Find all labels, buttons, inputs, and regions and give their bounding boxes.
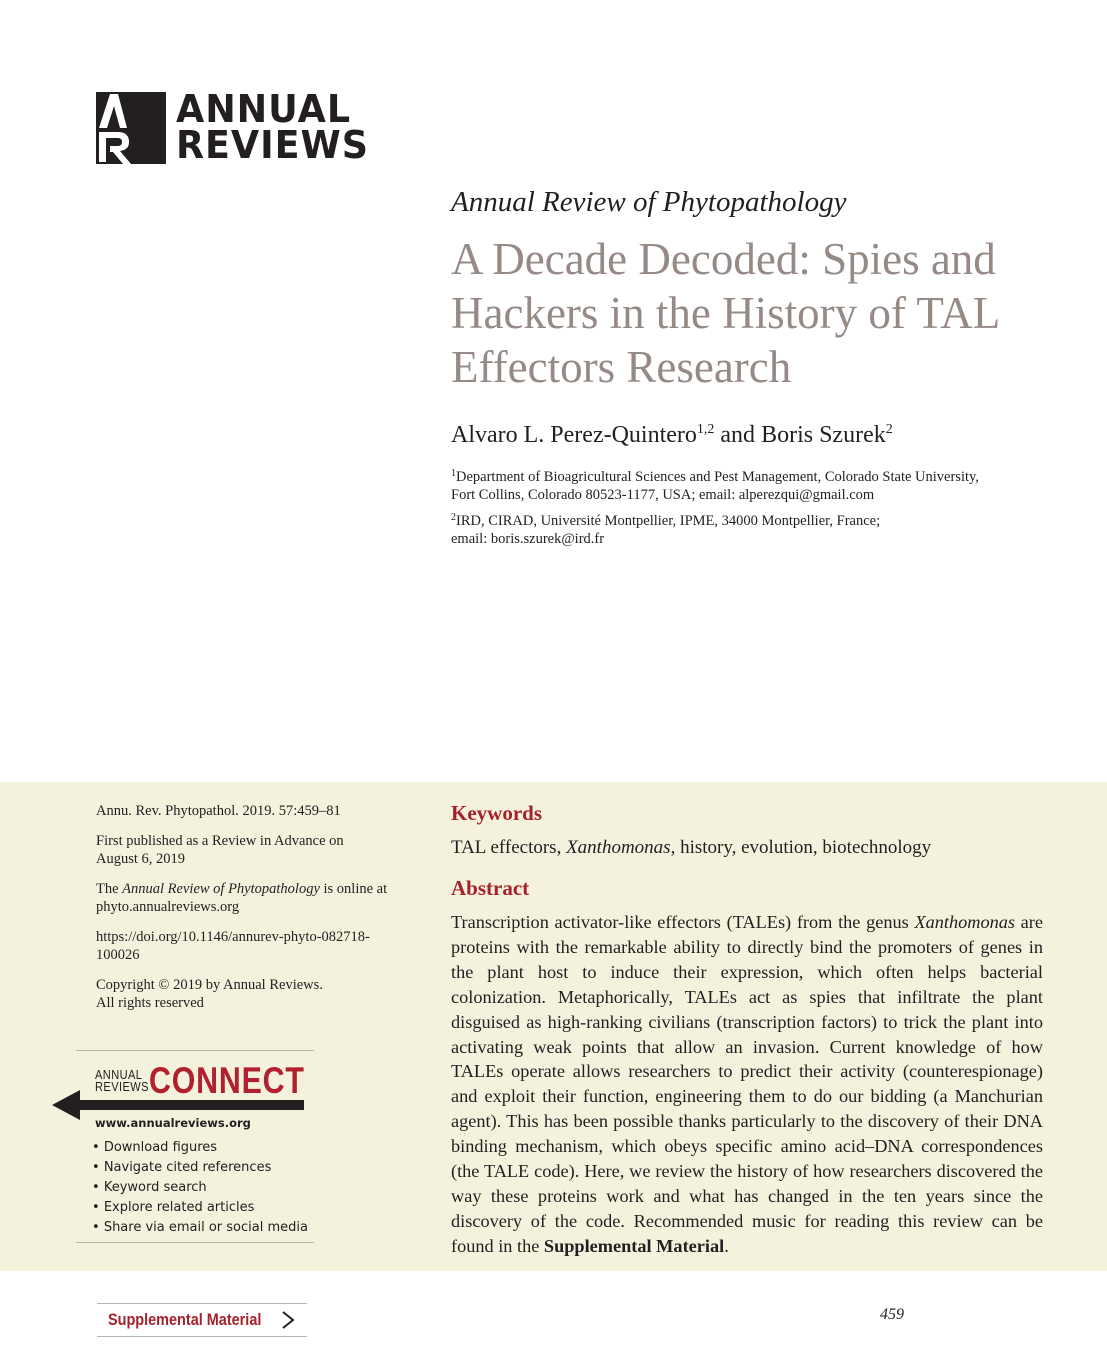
connect-url-link[interactable]: www.annualreviews.org — [95, 1116, 251, 1130]
copyright-line: All rights reserved — [96, 995, 204, 1011]
affiliation-line: Fort Collins, Colorado 80523-1177, USA; email: alperezqui@gmail.com — [451, 487, 875, 503]
abstract-text: . — [724, 1235, 729, 1256]
first-published-date: August 6, 2019 — [96, 851, 186, 867]
abstract-body — [451, 910, 1043, 1259]
online-text: The — [96, 881, 123, 897]
doi-link[interactable] — [96, 928, 406, 964]
authors-line — [451, 422, 893, 449]
first-published — [96, 832, 406, 868]
page-number: 459 — [880, 1306, 904, 1323]
keywords-text: TAL effectors, — [451, 837, 567, 858]
copyright-line: Copyright © 2019 by Annual Reviews. — [96, 977, 323, 993]
citation: Annu. Rev. Phytopathol. 2019. 57:459–81 — [96, 803, 341, 819]
list-item: • Keyword search — [92, 1178, 308, 1198]
affiliation-line: email: boris.szurek@ird.fr — [451, 531, 605, 547]
affiliation-line: Department of Bioagricultural Sciences and Pest Management, Colorado State University, — [456, 469, 979, 485]
supplemental-material-label: Supplemental Material — [108, 1310, 262, 1329]
keywords-text: , history, evolution, biotechnology — [670, 837, 932, 858]
connect-small-line: ANNUAL — [95, 1067, 143, 1082]
supplemental-material-link[interactable]: Supplemental Material — [543, 1235, 725, 1256]
doi-line: 100026 — [96, 947, 140, 963]
divider — [76, 1050, 314, 1051]
online-journal: Annual Review of Phytopathology — [122, 881, 320, 897]
online-info — [96, 880, 406, 916]
abstract-text: are proteins with the remarkable ability to directly bind the promoters of genes in the plant host to induce their expression, which often helps bacterial colonization. Metaphorically, TALEs act as spies that infiltrate the plant disguised as high-ranking civilians (transcription factors) to trick the plant into activating weak points that allow an invasion. Current knowledge of how TALEs operate allows researchers to predict their activity (counterespionage) and exploit their function, engineering them to do our bidding (a Manchurian agent). This has been possible thanks particularly to the discovery of their DNA binding mechanism, which obeys specific amino acid–DNA correspondences (the TALE code). Here, we review the history of how researchers discovered the way these proteins work and what has changed in the ten years since the discovery of the code. Recommended music for reading this review can be found in the — [451, 912, 1043, 1256]
list-item: • Share via email or social media — [92, 1218, 308, 1238]
doi-line: https://doi.org/10.1146/annurev-phyto-082718- — [96, 929, 370, 945]
list-item: • Navigate cited references — [92, 1158, 308, 1178]
connect-title: CONNECT — [149, 1060, 305, 1101]
first-published-line: First published as a Review in Advance on — [96, 833, 344, 849]
article-metadata — [96, 802, 406, 1024]
affiliation-sup: 2 — [451, 512, 456, 523]
keywords-italic: Xanthomonas — [566, 837, 671, 858]
list-item: • Explore related articles — [92, 1198, 308, 1218]
keywords-heading: Keywords — [451, 801, 542, 825]
chevron-right-icon — [281, 1310, 295, 1330]
copyright — [96, 976, 406, 1012]
affiliation-1 — [451, 465, 1051, 504]
online-url-link[interactable]: phyto.annualreviews.org — [96, 899, 240, 915]
keywords-list — [451, 837, 931, 859]
abstract-heading: Abstract — [451, 876, 530, 900]
annual-reviews-ar-logo-icon — [96, 92, 166, 164]
annual-reviews-logo — [96, 87, 377, 167]
affiliation-line: IRD, CIRAD, Université Montpellier, IPME, 34000 Montpellier, France; — [456, 513, 881, 529]
affiliation-2 — [451, 509, 1051, 548]
logo-line-1: ANNUAL — [176, 87, 352, 131]
author-joiner: and — [714, 422, 762, 448]
article-title: A Decade Decoded: Spies and Hackers in the History of TAL Effectors Research — [451, 234, 999, 392]
online-text: is online at — [319, 881, 388, 897]
list-item: • Download figures — [92, 1138, 308, 1158]
connect-feature-list — [92, 1138, 308, 1238]
abstract-italic: Xanthomonas — [914, 912, 1015, 932]
supplemental-material-button[interactable] — [97, 1303, 307, 1337]
author-name: Boris Szurek — [761, 422, 886, 448]
author-affiliation-sup: 2 — [885, 422, 893, 437]
logo-wordmark — [176, 87, 369, 167]
divider — [76, 1242, 314, 1243]
affiliation-sup: 1 — [451, 468, 456, 479]
journal-name: Annual Review of Phytopathology — [451, 186, 847, 218]
connect-small-line: REVIEWS — [95, 1079, 149, 1094]
abstract-text: Transcription activator-like effectors (TALEs) from the genus — [451, 912, 915, 932]
logo-line-2: REVIEWS — [176, 123, 369, 167]
author-affiliation-sup: 1,2 — [696, 422, 715, 437]
author-name: Alvaro L. Perez-Quintero — [451, 422, 697, 448]
